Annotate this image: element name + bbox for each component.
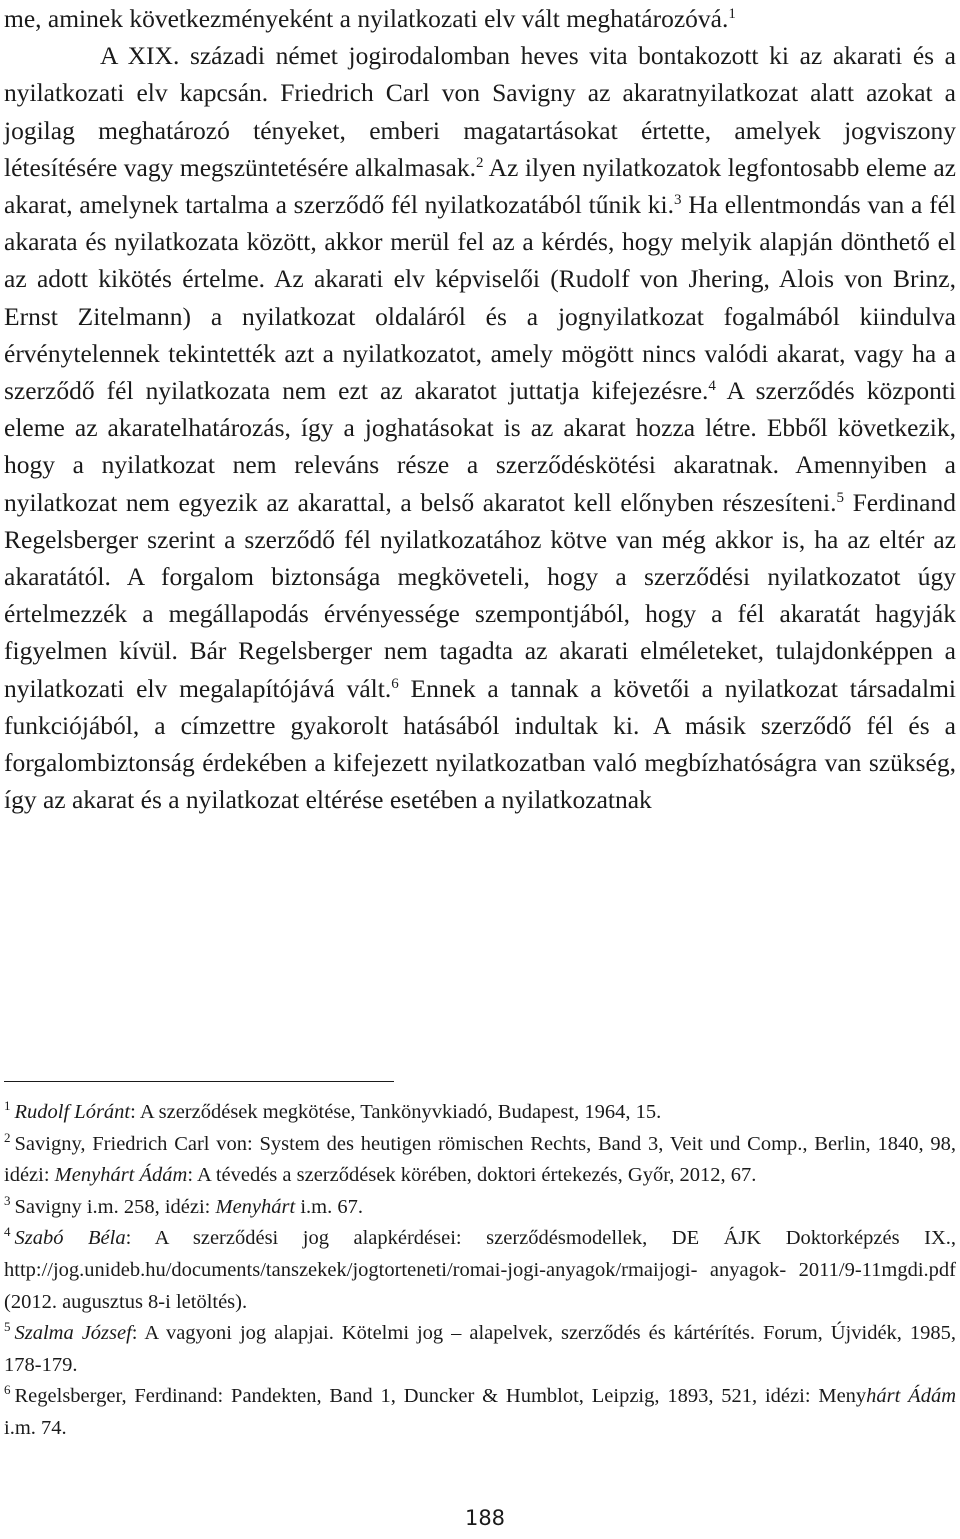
paragraph-segment-4: A szerződés központi eleme az akaratelhatározás, így a joghatásokat is az akarat hozza létre. Ebből következik, hogy a nyilatkozat nem releváns része a szerződéskötési akaratnak. Amennyiben a nyilatkozat nem egyezik az akarattal, a belső akaratot kell előnyben részesíteni. bbox=[4, 376, 956, 517]
footnote-author: Szabó Béla bbox=[14, 1227, 126, 1250]
footnote-number: 4 bbox=[4, 1224, 11, 1240]
footnote-text: Savigny, Friedrich Carl von: System des heutigen römischen Rechts, Band 3, Veit und Comp., Berlin, 1840, 98, idézi: bbox=[4, 1132, 956, 1187]
footnote-ref-5[interactable]: 5 bbox=[836, 489, 844, 506]
footnote-text: : A szerződések megkötése, Tankönyvkiadó, Budapest, 1964, 15. bbox=[130, 1101, 662, 1123]
footnote-number: 1 bbox=[4, 1098, 11, 1113]
paragraph-segment-2: Az ilyen nyilatkozatok legfontosabb eleme az akarat, amelynek tartalma a szerződő fél nyilatkozatából tűnik ki. bbox=[4, 152, 956, 220]
footnote-ref-1[interactable]: 1 bbox=[728, 6, 736, 22]
footnote-author: Szalma József bbox=[14, 1322, 132, 1345]
footnotes bbox=[4, 1097, 956, 1445]
footnote-3 bbox=[4, 1192, 956, 1224]
footnote-author: Menyhárt Ádám bbox=[54, 1164, 188, 1187]
footnote-number: 3 bbox=[4, 1192, 11, 1208]
footnote-5 bbox=[4, 1318, 956, 1381]
footnote-author: hárt Ádám bbox=[866, 1385, 957, 1408]
paragraph bbox=[4, 37, 956, 818]
footnote-ref-6[interactable]: 6 bbox=[391, 675, 399, 692]
footnote-text: Savigny i.m. 258, idézi: bbox=[14, 1195, 216, 1218]
body-text bbox=[4, 0, 956, 818]
footnote-text: i.m. 74. bbox=[4, 1416, 67, 1439]
footnote-1 bbox=[4, 1097, 956, 1129]
first-line bbox=[4, 0, 956, 37]
footnote-number: 2 bbox=[4, 1129, 11, 1145]
page-number: 188 bbox=[464, 1506, 506, 1530]
footnote-ref-2[interactable]: 2 bbox=[476, 154, 484, 171]
footnote-number: 6 bbox=[4, 1382, 11, 1398]
footnote-text: Regelsberger, Ferdinand: Pandekten, Band 1, Duncker & Humblot, Leipzig, 1893, 521, idézi: Meny bbox=[14, 1385, 867, 1408]
footnote-text: : A tévedés a szerződések körében, doktori értekezés, Győr, 2012, 67. bbox=[187, 1164, 757, 1187]
footnote-4 bbox=[4, 1223, 956, 1318]
footnote-separator bbox=[4, 1081, 394, 1082]
paragraph-segment-1: A XIX. századi német jogirodalomban heves vita bontakozott ki az akarati és a nyilatkozati elv kapcsán. Friedrich Carl von Savigny az akaratnyilatkozat alatt azokat a jogilag meghatározó tényeket, emberi magatartásokat értette, amelyek jogviszony létesítésére vagy megszüntetésére alkalmasak. bbox=[4, 41, 956, 182]
footnote-text: : A szerződési jog alapkérdései: szerződésmodellek, DE ÁJK Doktorképzés IX., http://jog.unideb.hu/documents/tanszekek/jogtorteneti/romai-jogi-anyagok/rmaijogi- anyagok- 2011/9-11mgdi.pdf (2012. augusztus 8-i letöltés). bbox=[4, 1227, 956, 1313]
paragraph-segment-6: Ennek a tannak a követői a nyilatkozat társadalmi funkciójából, a címzettre gyakorolt hatásából indultak ki. A másik szerződő fél és a forgalombiztonság érdekében a kifejezett nyilatkozatban való megbízhatóságra van szükség, így az akarat és a nyilatkozat eltérése esetében a nyilatkozatnak bbox=[4, 673, 956, 815]
footnote-6 bbox=[4, 1381, 956, 1444]
paragraph-segment-3: Ha ellentmondás van a fél akarata és nyilatkozata között, akkor merül fel az a kérdés, hogy melyik alapján dönthető el az adott kikötés értelme. Az akarati elv képviselői (Rudolf von Jhering, Alois von Brinz, Ernst Zitelmann) a nyilatkozat oldaláról és a jognyilatkozat fogalmából kiindulva érvénytelennek tekintették azt a nyilatkozatot, amely mögött nincs valódi akarat, vagy ha a szerződő fél nyilatkozata nem ezt az akaratot juttatja kifejezésre. bbox=[4, 190, 956, 406]
footnote-2 bbox=[4, 1129, 956, 1192]
footnote-number: 5 bbox=[4, 1319, 11, 1335]
footnote-text: : A vagyoni jog alapjai. Kötelmi jog – alapelvek, szerződés és kártérítés. Forum, Újvidék, 1985, 178-179. bbox=[4, 1322, 957, 1376]
paragraph-segment-5: Ferdinand Regelsberger szerint a szerződő fél nyilatkozatához kötve van még akkor is, ha az eltér az akaratától. A forgalom biztonsága megköveteli, hogy a szerződési nyilatkozatot úgy értelmezzék a megállapodás érvényessége szempontjából, hogy a fél akaratát hagyják figyelmen kívül. Bár Regelsberger nem tagadta az akarati elméleteket, tulajdonképpen a nyilatkozati elv megalapítójává vált. bbox=[4, 487, 956, 703]
footnote-ref-4[interactable]: 4 bbox=[708, 378, 716, 395]
first-line-text: me, aminek következményeként a nyilatkozati elv vált meghatározóvá. bbox=[4, 4, 729, 33]
footnote-author: Rudolf Lóránt bbox=[14, 1101, 131, 1123]
footnote-ref-3[interactable]: 3 bbox=[674, 192, 682, 209]
footnote-author: Menyhárt bbox=[215, 1195, 296, 1218]
footnote-text: i.m. 67. bbox=[295, 1195, 363, 1218]
